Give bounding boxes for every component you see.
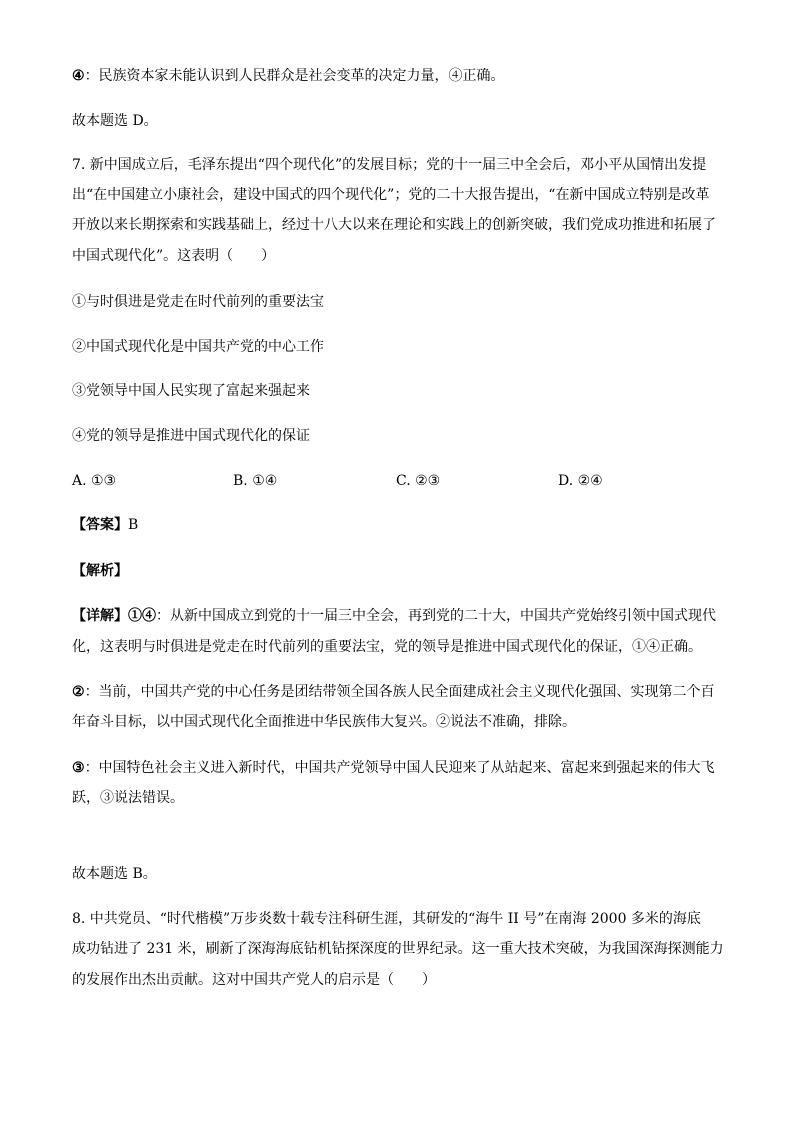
- q7-statement-4: ④党的领导是推进中国式现代化的保证: [72, 428, 310, 444]
- q7-stem-line-4: 中国式现代化”。这表明（ ）: [72, 248, 276, 264]
- prev-analysis-4: [72, 66, 505, 86]
- q7-point2-line-1: [72, 682, 715, 702]
- detail-tag: 【详解】: [72, 608, 128, 624]
- q7-option-c: C. ②③: [396, 473, 441, 489]
- q7-detail-line-1: [72, 606, 716, 626]
- q7-stem-line-2: 出“在中国建立小康社会，建设中国式的四个现代化”；党的二十大报告提出，“在新中国成立特别是改革: [72, 187, 710, 203]
- q7-statement-1: ①与时俱进是党走在时代前列的重要法宝: [72, 294, 324, 310]
- q7-answer: [72, 515, 138, 535]
- point2-label: ②: [72, 684, 85, 700]
- q7-stem-line-3: 开放以来长期探索和实践基础上，经过十八大以来在理论和实践上的创新突破，我们党成功推进和拓展了: [72, 217, 716, 233]
- q8-stem-line-3: 的发展作出杰出贡献。这对中国共产党人的启示是（ ）: [72, 972, 436, 988]
- q7-point3-line-2: 跃，③说法错误。: [72, 790, 184, 806]
- q8-stem-line-2: 成功钻进了 231 米，刷新了深海海底钻机钻探深度的世界纪录。这一重大技术突破，为我国深海探测能力: [72, 941, 724, 957]
- q7-statement-3: ③党领导中国人民实现了富起来强起来: [72, 383, 310, 399]
- q7-statement-2: ②中国式现代化是中国共产党的中心工作: [72, 339, 324, 355]
- analysis-label: ④: [72, 68, 85, 84]
- point3-label: ③: [72, 760, 85, 776]
- prev-conclusion: 故本题选 D。: [72, 113, 158, 129]
- q7-stem-line-1: 7. 新中国成立后，毛泽东提出“四个现代化”的发展目标；党的十一届三中全会后，邓小平从国情出发提: [72, 157, 707, 173]
- answer-value: B: [128, 517, 139, 533]
- detail-label: ①④: [128, 608, 156, 624]
- point3-text: ：中国特色社会主义进入新时代，中国共产党领导中国人民迎来了从站起来、富起来到强起来的伟大飞: [84, 760, 715, 776]
- detail-text: ：从新中国成立到党的十一届三中全会，再到党的二十大，中国共产党始终引领中国式现代: [156, 608, 716, 624]
- q7-detail-line-2: 化，这表明与时俱进是党走在时代前列的重要法宝，党的领导是推进中国式现代化的保证，①④正确。: [72, 639, 702, 655]
- q8-stem-line-1: 8. 中共党员、“时代楷模”万步炎数十载专注科研生涯，其研发的“海牛 II 号”在南海 2000 多米的海底: [72, 911, 701, 927]
- answer-tag: 【答案】: [72, 517, 128, 533]
- analysis-text: ：民族资本家未能认识到人民群众是社会变革的决定力量，④正确。: [84, 68, 505, 84]
- q7-option-a: A. ①③: [72, 473, 117, 489]
- analysis-tag: 【解析】: [72, 563, 128, 579]
- q7-option-d: D. ②④: [558, 473, 603, 489]
- q7-point3-line-1: [72, 758, 715, 778]
- point2-text: ：当前，中国共产党的中心任务是团结带领全国各族人民全面建成社会主义现代化强国、实现第二个百: [84, 684, 715, 700]
- q7-analysis-tag: [72, 561, 128, 581]
- q7-conclusion: 故本题选 B。: [72, 866, 157, 882]
- q7-option-b: B. ①④: [233, 473, 278, 489]
- q7-point2-line-2: 年奋斗目标，以中国式现代化全面推进中华民族伟大复兴。②说法不准确，排除。: [72, 714, 576, 730]
